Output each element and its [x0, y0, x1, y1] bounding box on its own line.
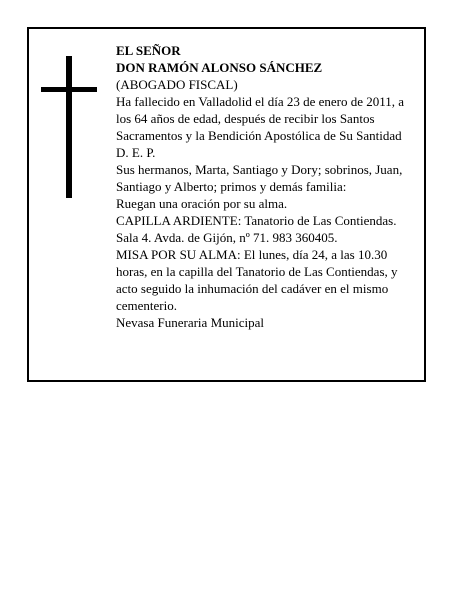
deceased-name: DON RAMÓN ALONSO SÁNCHEZ [116, 60, 323, 75]
mass-info: MISA POR SU ALMA: El lunes, día 24, a las 10.30 horas, en la capilla del Tanatorio de Las Contiendas, y acto seguido la inhumación del cadáver en el mismo cementerio. [116, 247, 398, 313]
cross-horizontal-bar [41, 87, 97, 92]
obituary-notice [27, 27, 426, 382]
funeral-home: Nevasa Funeraria Municipal [116, 315, 265, 330]
chapel-info: CAPILLA ARDIENTE: Tanatorio de Las Contiendas. Sala 4. Avda. de Gijón, nº 71. 983 360405. [116, 213, 397, 245]
death-notice: Ha fallecido en Valladolid el día 23 de enero de 2011, a los 64 años de edad, después de recibir los Santos Sacramentos y la Bendición Apostólica de Su Santidad [116, 94, 405, 143]
family-text: Sus hermanos, Marta, Santiago y Dory; sobrinos, Juan, Santiago y Alberto; primos y demás familia: [116, 162, 403, 194]
heading-line-1: EL SEÑOR [116, 43, 181, 58]
cross-vertical-bar [66, 56, 72, 198]
cross-icon [41, 56, 97, 198]
rip-text: D. E. P. [116, 145, 156, 160]
notice-text [116, 42, 421, 331]
prayer-request: Ruegan una oración por su alma. [116, 196, 288, 211]
profession: (ABOGADO FISCAL) [116, 77, 238, 92]
